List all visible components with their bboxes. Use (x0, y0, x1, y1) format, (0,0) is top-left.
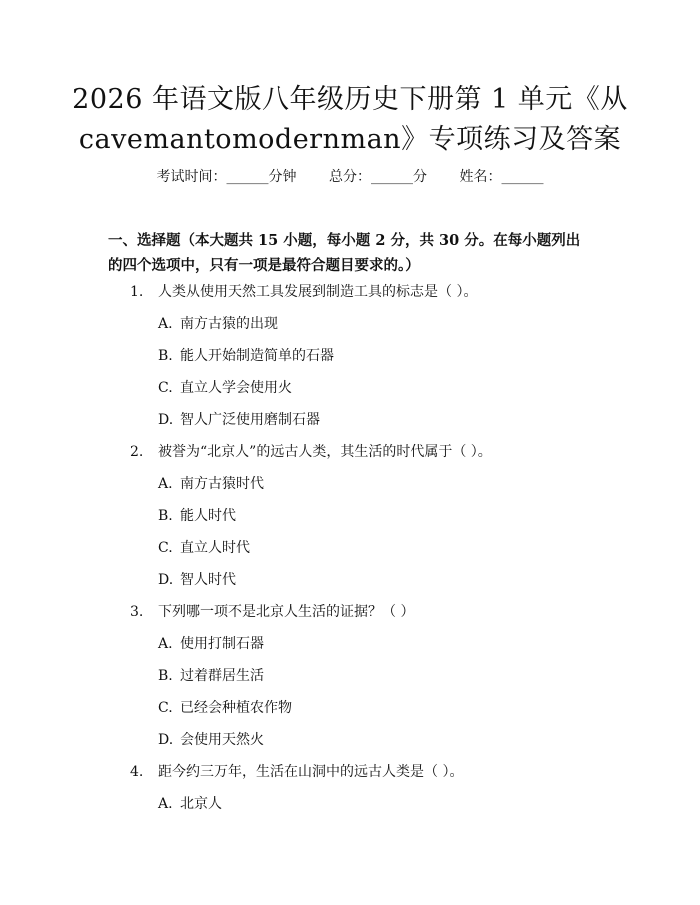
exam-meta-line (0, 166, 700, 188)
question-2 (130, 442, 492, 462)
question-stem: 下列哪一项不是北京人生活的证据？（ ） (158, 604, 415, 620)
section-heading: 一、选择题（本大题共 15 小题，每小题 2 分，共 30 分。在每小题列出的四个选项中，只有一项是最符合题目要求的。） (108, 232, 581, 274)
question-4 (130, 762, 463, 782)
option-letter: D. (158, 572, 174, 588)
question-1-option-b (158, 346, 334, 366)
option-letter: A. (158, 796, 173, 812)
option-letter: A. (158, 316, 173, 332)
question-stem: 被誉为“北京人”的远古人类，其生活的时代属于（ ）。 (158, 444, 492, 460)
option-letter: D. (158, 732, 174, 748)
option-text: 南方古猿的出现 (180, 316, 278, 332)
total-score-label: 总分：______分 (329, 169, 427, 185)
question-3-option-b (158, 666, 264, 686)
option-text: 会使用天然火 (180, 732, 264, 748)
question-number: 1. (130, 284, 144, 300)
option-text: 智人时代 (180, 572, 236, 588)
option-text: 能人时代 (180, 508, 236, 524)
option-letter: C. (158, 700, 173, 716)
question-2-option-c (158, 538, 250, 558)
option-letter: A. (158, 476, 173, 492)
option-letter: A. (158, 636, 173, 652)
question-number: 2. (130, 444, 144, 460)
option-letter: B. (158, 508, 173, 524)
option-text: 直立人时代 (180, 540, 250, 556)
question-1-option-a (158, 314, 278, 334)
option-letter: D. (158, 412, 174, 428)
option-letter: C. (158, 540, 173, 556)
question-1-option-d (158, 410, 320, 430)
page-title: 2026 年语文版八年级历史下册第 1 单元《从 cavemantomodernman》专项练习及答案 (72, 84, 628, 155)
student-name-label: 姓名：______ (459, 169, 544, 185)
question-2-option-d (158, 570, 236, 590)
question-number: 3. (130, 604, 144, 620)
question-4-option-a (158, 794, 222, 814)
question-3-option-d (158, 730, 264, 750)
exam-time-label: 考试时间：______分钟 (156, 169, 297, 185)
option-text: 过着群居生活 (180, 668, 264, 684)
option-text: 智人广泛使用磨制石器 (180, 412, 320, 428)
question-stem: 距今约三万年，生活在山洞中的远古人类是（ ）。 (158, 764, 464, 780)
question-3 (130, 602, 414, 622)
option-letter: C. (158, 380, 173, 396)
option-text: 能人开始制造简单的石器 (180, 348, 334, 364)
question-2-option-a (158, 474, 264, 494)
question-3-option-a (158, 634, 264, 654)
question-number: 4. (130, 764, 144, 780)
question-3-option-c (158, 698, 292, 718)
option-letter: B. (158, 348, 173, 364)
option-text: 南方古猿时代 (180, 476, 264, 492)
question-1 (130, 282, 477, 302)
option-text: 直立人学会使用火 (180, 380, 292, 396)
question-1-option-c (158, 378, 292, 398)
option-letter: B. (158, 668, 173, 684)
option-text: 北京人 (180, 796, 222, 812)
option-text: 已经会种植农作物 (180, 700, 292, 716)
option-text: 使用打制石器 (180, 636, 264, 652)
question-2-option-b (158, 506, 236, 526)
question-stem: 人类从使用天然工具发展到制造工具的标志是（ ）。 (158, 284, 478, 300)
